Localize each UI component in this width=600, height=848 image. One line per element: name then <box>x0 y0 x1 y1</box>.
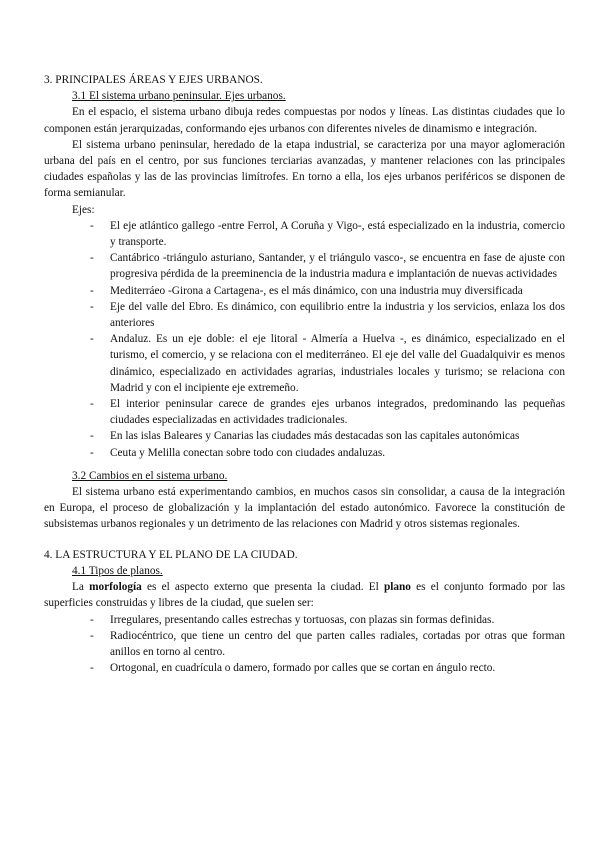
list-item-text: Eje del valle del Ebro. Es dinámico, con equilibrio entre la industria y los servicios, enlaza los dos anteriores <box>110 300 565 330</box>
list-item-text: Ortogonal, en cuadrícula o damero, formado por calles que se cortan en ángulo recto. <box>110 662 496 675</box>
list-item <box>44 218 565 250</box>
plan-types-list <box>44 612 565 677</box>
paragraph-urban-changes: El sistema urbano está experimentando cambios, en muchos casos sin consolidar, a causa de la integración en Europa, el proceso de globalización y la implantación del estado autonómico. Favorece la constitución de subsistemas urbanos regionales y un detrimento de las relaciones con Madrid y otros sistemas regionales. <box>44 486 565 531</box>
subsection-3-2-title: 3.2 Cambios en el sistema urbano. <box>72 469 228 482</box>
list-item-text: El interior peninsular carece de grandes ejes urbanos integrados, predominando las pequeñas ciudades especializadas en actividades tradicionales. <box>110 398 565 427</box>
list-item <box>44 250 565 282</box>
list-item-text: Mediterráeo -Girona a Cartagena-, es el más dinámico, con una industria muy diversificada <box>110 284 523 297</box>
list-item-text: Andaluz. Es un eje doble: el eje litoral - Almería a Huelva -, es dinámico, especializado en el turismo, el comercio, y se relaciona con el mediterráneo. El eje del valle del Guadalquivir es menos dinámico, especializado en actividades agrarias, industriales locales y turismo; se relaciona con Madrid y con el incipiente eje extremeño. <box>110 333 565 394</box>
list-item <box>44 628 565 660</box>
term-plano: plano <box>383 581 411 594</box>
dash-bullet: - <box>90 446 94 459</box>
axes-label: Ejes: <box>72 203 95 216</box>
list-item <box>44 299 565 331</box>
dash-bullet: - <box>90 333 94 346</box>
intro-text-b: es el aspecto externo que presenta la ciudad. El <box>141 581 384 594</box>
list-item-text: Ceuta y Melilla conectan sobre todo con ciudades andaluzas. <box>110 446 386 459</box>
section-4-title: 4. LA ESTRUCTURA Y EL PLANO DE LA CIUDAD. <box>44 548 298 561</box>
intro-text-a: La <box>72 581 90 594</box>
list-item <box>44 396 565 428</box>
axes-list <box>44 218 565 461</box>
paragraph-urban-networks: En el espacio, el sistema urbano dibuja redes compuestas por nodos y líneas. Las distintas ciudades que lo componen están jerarquizadas, conformando ejes urbanos con diferentes niveles de dinamismo e integración. <box>44 106 565 135</box>
list-item-text: Radiocéntrico, que tiene un centro del que parten calles radiales, cortadas por otras que forman anillos en torno al centro. <box>110 629 565 658</box>
subsection-3-1-title: 3.1 El sistema urbano peninsular. Ejes urbanos. <box>72 90 286 103</box>
section-3-title: 3. PRINCIPALES ÁREAS Y EJES URBANOS. <box>44 74 263 86</box>
list-item <box>44 428 565 444</box>
dash-bullet: - <box>90 398 94 411</box>
dash-bullet: - <box>90 300 94 313</box>
list-item <box>44 331 565 396</box>
list-item <box>44 660 565 676</box>
dash-bullet: - <box>90 284 94 297</box>
list-item-text: Irregulares, presentando calles estrechas y tortuosas, con plazas sin formas definidas. <box>110 613 495 626</box>
list-item <box>44 283 565 299</box>
dash-bullet: - <box>90 252 94 265</box>
term-morfologia: morfología <box>89 581 142 594</box>
dash-bullet: - <box>90 430 94 443</box>
subsection-4-1-title: 4.1 Tipos de planos. <box>72 564 163 577</box>
paragraph-morphology <box>44 579 565 611</box>
dash-bullet: - <box>90 629 94 642</box>
list-item-text: En las islas Baleares y Canarias las ciudades más destacadas son las capitales autonómicas <box>110 430 520 443</box>
dash-bullet: - <box>90 662 94 675</box>
intro-text-c: es el conjunto formado por las superficies construidas y libres de la ciudad, que suelen ser: <box>44 581 565 610</box>
dash-bullet: - <box>90 613 94 626</box>
list-item-text: Cantábrico -triángulo asturiano, Santander, y el triángulo vasco-, se encuentra en fase de ajuste con progresiva pérdida de la preeminencia de la industria madura e implantación de nuevas actividades <box>110 252 565 281</box>
document-page <box>44 72 565 676</box>
dash-bullet: - <box>90 219 94 232</box>
paragraph-peninsular-system: El sistema urbano peninsular, heredado de la etapa industrial, se caracteriza por una mayor aglomeración urbana del país en el centro, por sus funciones terciarias avanzadas, y mantener relaciones con las principales ciudades españolas y las de las provincias limítrofes. En torno a ella, los ejes urbanos periféricos se disponen de forma semianular. <box>44 138 565 200</box>
list-item <box>44 612 565 628</box>
list-item <box>44 445 565 461</box>
list-item-text: El eje atlántico gallego -entre Ferrol, A Coruña y Vigo-, está especializado en la industria, comercio y transporte. <box>110 219 565 249</box>
